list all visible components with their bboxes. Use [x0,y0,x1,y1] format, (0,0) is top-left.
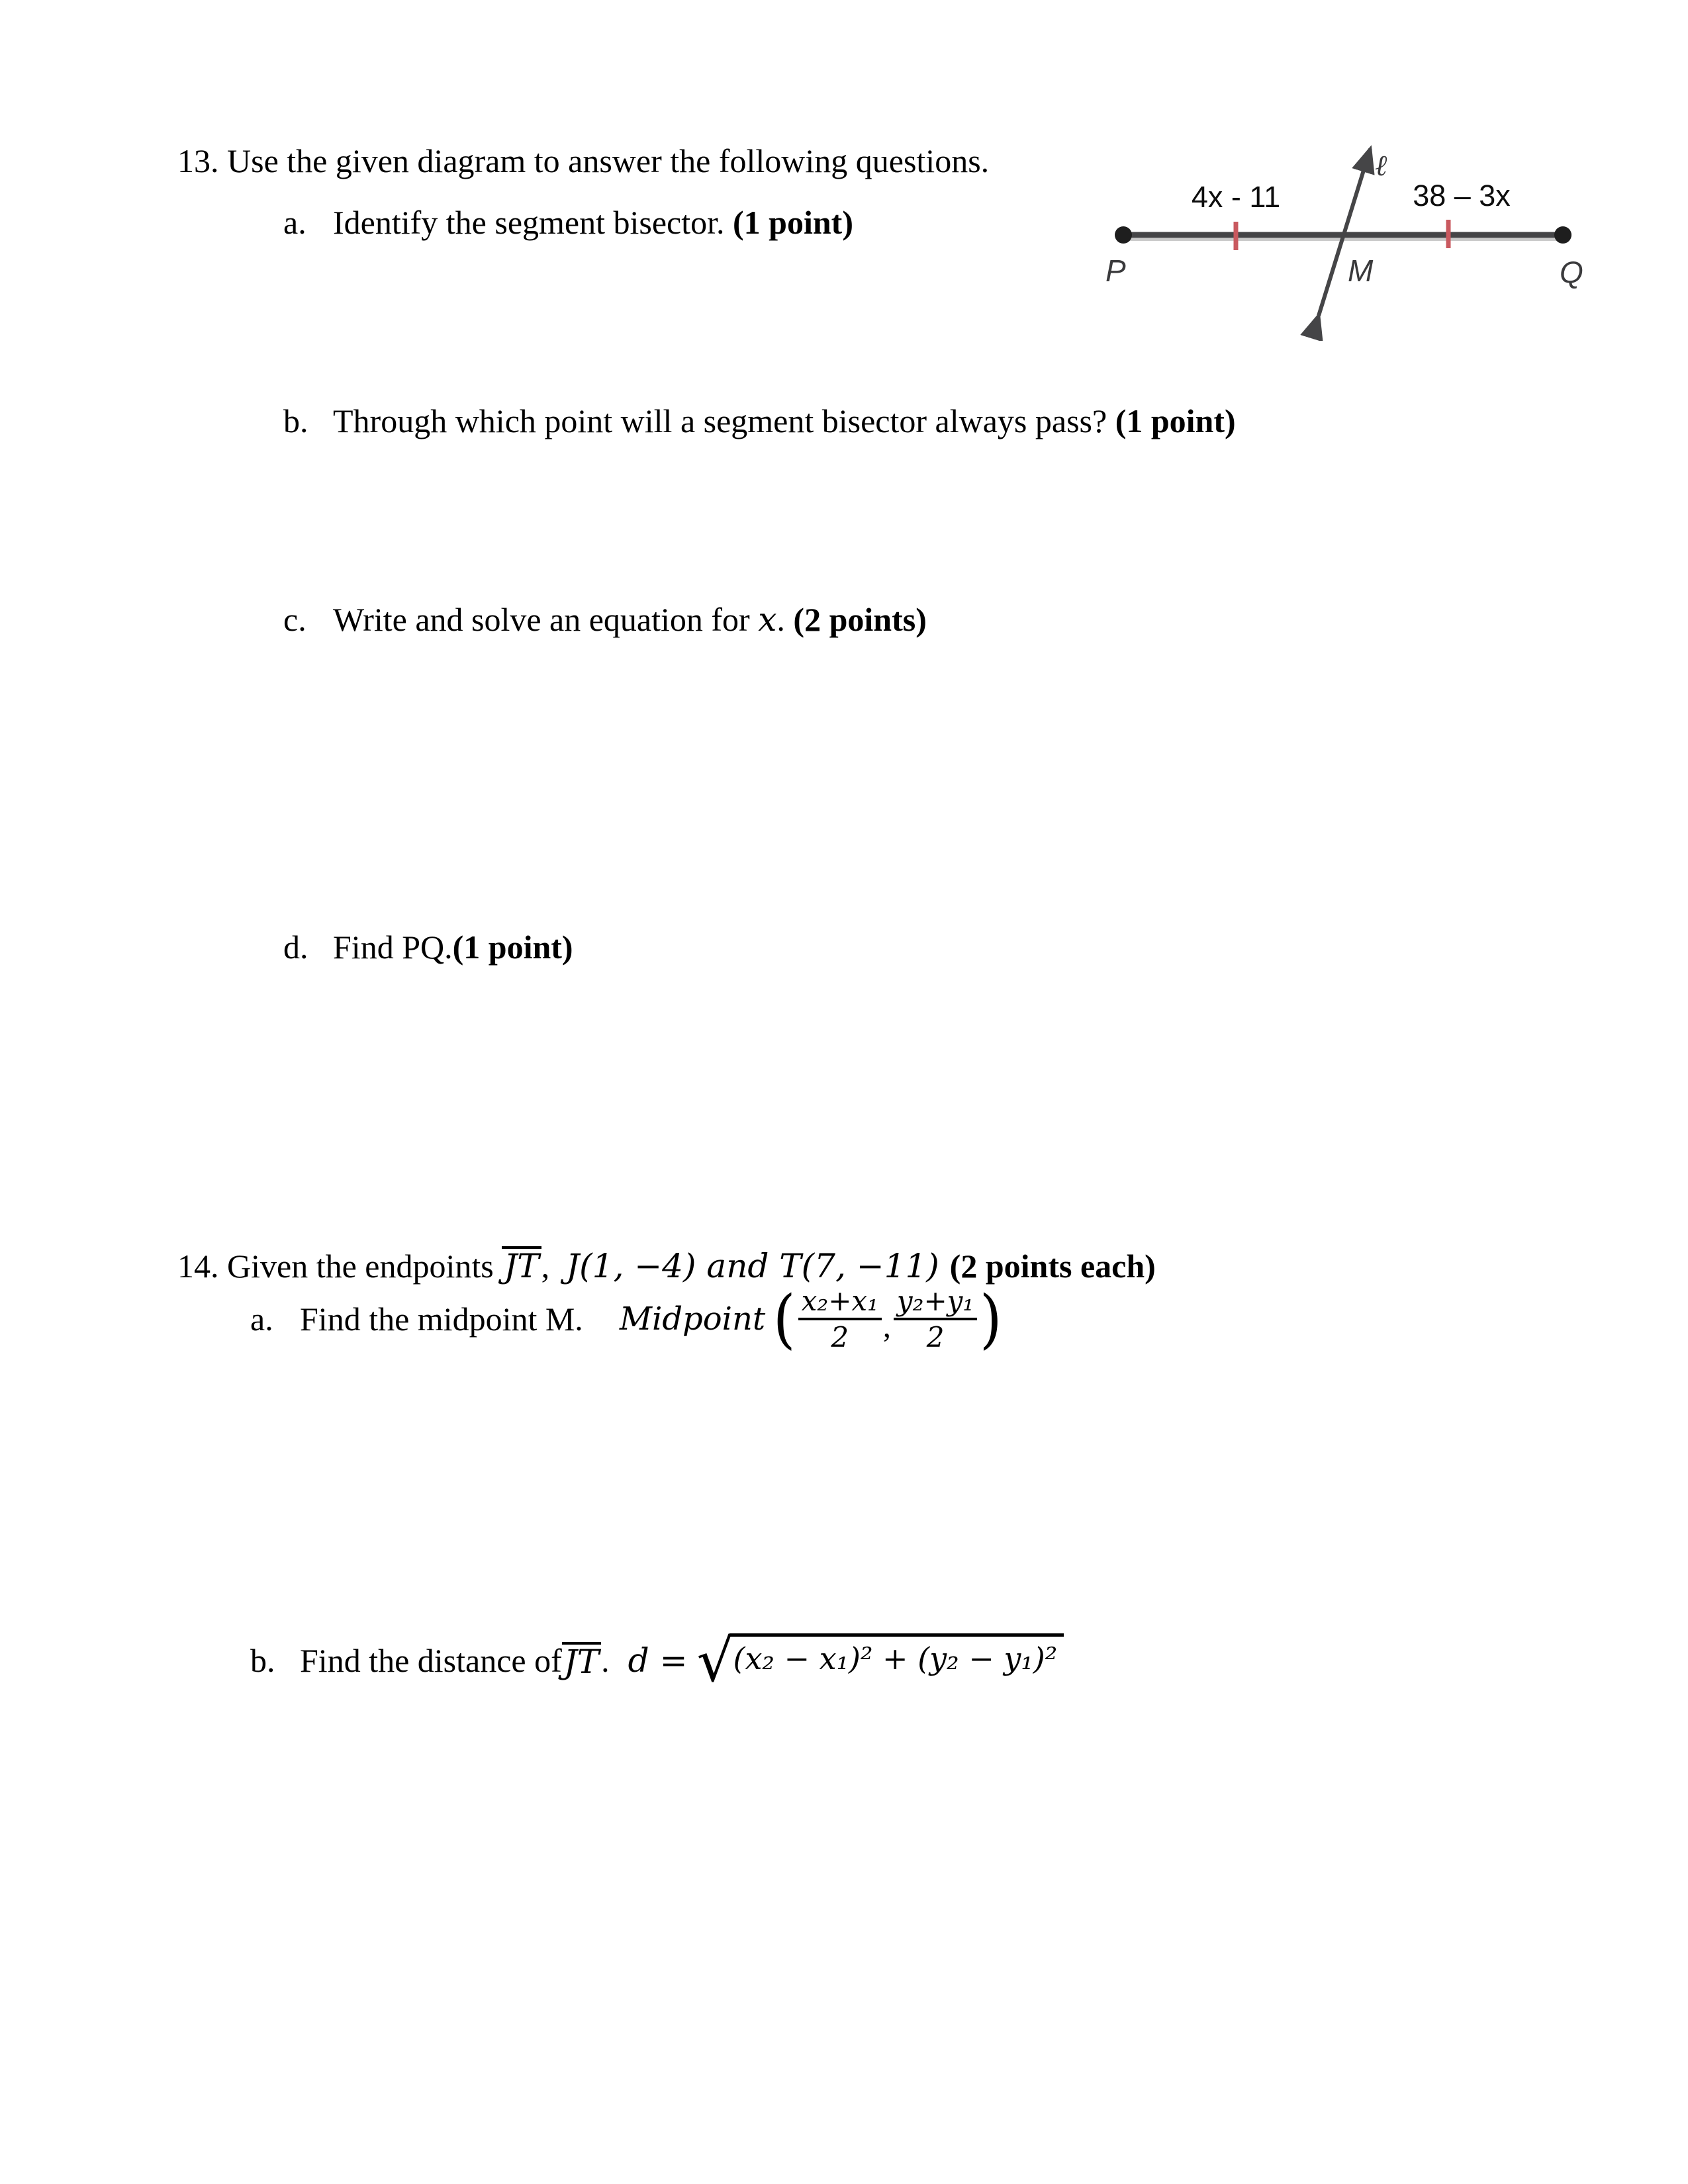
question-14b-period: . [601,1642,610,1679]
question-13a-label: a. [283,204,306,241]
point-q-label: Q [1560,255,1583,289]
point-p-dot [1115,226,1132,244]
midpoint-open-paren: ( [773,1282,796,1356]
distance-radical [696,1627,1064,1695]
question-14-intro: Given the endpoints [227,1248,502,1285]
question-13d-label: d. [283,929,308,966]
midpoint-x-fraction [798,1286,882,1353]
question-14-points: (2 points each) [949,1248,1156,1285]
question-14b-text: Find the distance of [300,1642,562,1679]
question-13c-text-before: Write and solve an equation for [333,601,759,638]
question-14-comma: , [541,1248,567,1285]
question-13-title: Use the given diagram to answer the following questions. [227,142,990,179]
question-14b-label: b. [250,1642,275,1679]
question-13c-text-after: . [776,601,794,638]
question-14a-label: a. [250,1300,273,1338]
point-q-dot [1554,226,1571,244]
radicand-expression: (x₂ − x₁)² + (y₂ − y₁)² [729,1633,1064,1676]
question-13c-variable: x [758,600,777,639]
question-13c [250,560,927,679]
line-l-label: ℓ [1375,149,1387,183]
question-13b-points: (1 point) [1115,402,1236,439]
midpoint-y-fraction [894,1286,977,1353]
question-13b-label: b. [283,402,308,439]
question-13a-text: Identify the segment bisector. [333,204,733,241]
question-14-number: 14. [177,1248,219,1285]
question-14a [250,1282,1004,1356]
midpoint-x-numerator: x₂+x₁ [798,1286,882,1320]
question-14-endpoints: J(1, −4) and T(7, −11) [566,1247,950,1285]
radical-sign: √ [696,1627,734,1695]
question-13c-label: c. [283,601,306,638]
midpoint-y-denominator: 2 [926,1321,945,1353]
question-13d-points: (1 point) [452,929,573,966]
left-segment-expression: 4x - 11 [1191,180,1281,214]
question-13a-points: (1 point) [733,204,853,241]
segment-jt-overline: JT [502,1246,541,1283]
point-p-label: P [1105,253,1126,288]
right-segment-expression: 38 – 3x [1413,179,1511,212]
midpoint-close-paren: ) [980,1282,1002,1356]
question-13a [250,163,853,282]
midpoint-y-numerator: y₂+y₁ [894,1286,977,1320]
question-13-number: 13. [177,142,219,179]
question-13b-text: Through which point will a segment bisector always pass? [333,402,1115,439]
midpoint-comma: , [882,1309,891,1344]
question-14a-text: Find the midpoint M. [300,1300,583,1338]
question-13d-text: Find PQ. [333,929,453,966]
segment-bisector-diagram [1046,122,1615,341]
question-13c-points: (2 points) [793,601,927,638]
point-m-label: M [1348,253,1374,288]
distance-lhs: d = [628,1641,688,1680]
question-13d [250,887,573,1007]
segment-jt-overline-b: JT [562,1642,601,1679]
midpoint-formula-word: Midpoint [619,1300,766,1338]
question-14b [250,1627,1064,1695]
question-13b [250,361,1236,480]
midpoint-x-denominator: 2 [831,1321,849,1353]
